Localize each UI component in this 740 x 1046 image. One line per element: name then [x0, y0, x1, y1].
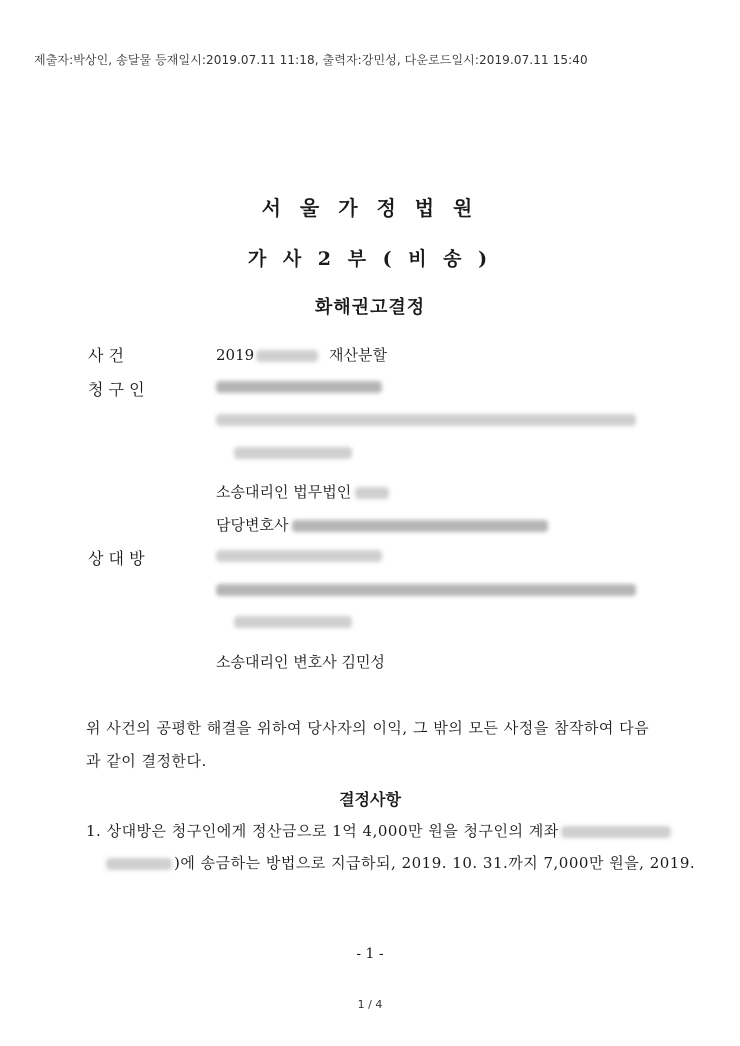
redacted-claimant-name [216, 381, 382, 393]
case-name: 재산분할 [328, 346, 387, 364]
respondent-agent: 소송대리인 변호사 김민성 [216, 653, 385, 671]
case-number [216, 344, 387, 365]
redacted-claimant-address-cont [234, 447, 352, 459]
redacted-respondent-address-cont [234, 616, 352, 628]
redacted-account-holder [106, 858, 172, 870]
claimant-label: 청 구 인 [88, 380, 145, 399]
redacted-case-number [256, 350, 318, 362]
redacted-claimant-address [216, 414, 636, 426]
item-1-line-1 [86, 820, 671, 841]
court-name: 서 울 가 정 법 원 [261, 196, 479, 220]
intro-line-1: 위 사건의 공평한 해결을 위하여 당사자의 이익, 그 밖의 모든 사정을 참작하여 다음 [86, 719, 650, 737]
submission-metadata: 제출자:박상인, 송달물 등재일시:2019.07.11 11:18, 출력자:강민성, 다운로드일시:2019.07.11 15:40 [34, 53, 588, 67]
claimant-lawyers [216, 514, 548, 535]
redacted-account-number [561, 826, 671, 838]
redacted-law-firm [355, 487, 389, 499]
redacted-respondent-address [216, 584, 636, 596]
item-1-text-cont: )에 송금하는 방법으로 지급하되, 2019. 10. 31.까지 7,000만 원을, 2019. [174, 854, 696, 872]
page-marker: - 1 - [356, 946, 384, 962]
intro-line-2: 과 같이 결정한다. [86, 752, 207, 770]
claimant-agent-text: 소송대리인 법무법인 [216, 483, 352, 501]
respondent-label: 상 대 방 [88, 549, 145, 568]
section-title: 결정사항 [339, 790, 401, 809]
case-number-year: 2019 [216, 346, 255, 364]
item-1-line-2 [106, 852, 695, 873]
redacted-respondent-name [216, 550, 382, 562]
item-1-text: 1. 상대방은 청구인에게 정산금으로 1억 4,000만 원을 청구인의 계좌 [86, 822, 559, 840]
department-name: 가 사 2 부 ( 비 송 ) [247, 248, 493, 270]
page-indicator: 1 / 4 [357, 998, 383, 1011]
claimant-lawyer-label: 담당변호사 [216, 516, 289, 534]
document-title: 화해권고결정 [314, 297, 426, 318]
redacted-lawyer-names [292, 520, 548, 532]
case-label: 사 건 [88, 346, 124, 365]
claimant-agent [216, 481, 389, 502]
